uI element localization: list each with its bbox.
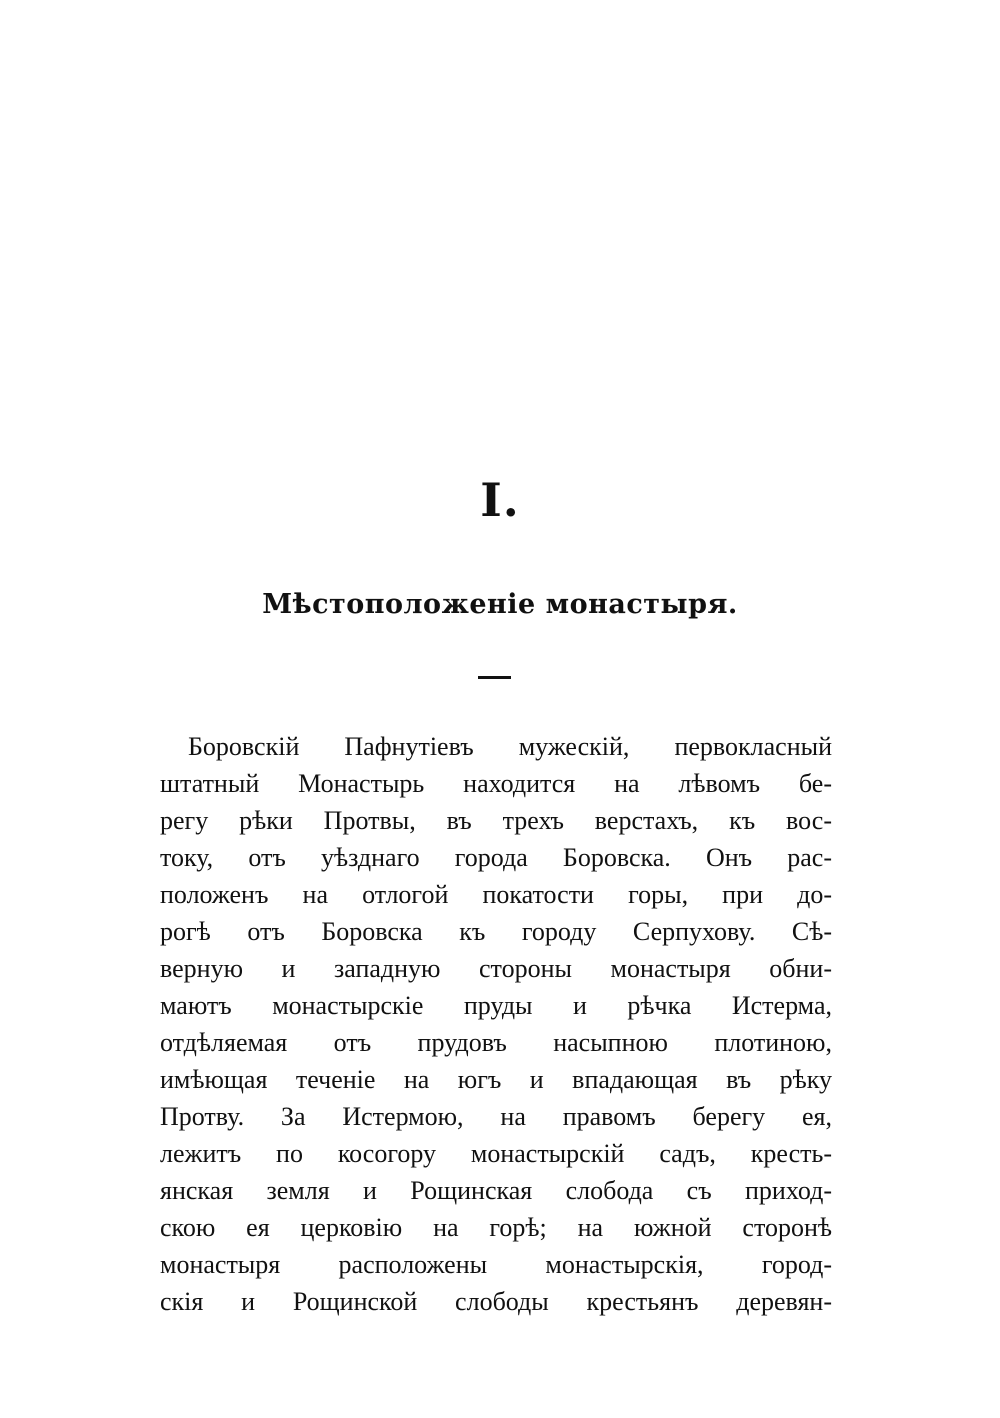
text-line: скія и Рощинской слободы крестьянъ деревян- [160,1287,832,1316]
text-line: регу рѣки Протвы, въ трехъ верстахъ, къ вос- [160,806,832,835]
text-line: маютъ монастырскіе пруды и рѣчка Истерма, [160,991,832,1020]
text-line: янская земля и Рощинская слобода съ приход- [160,1176,832,1205]
title-divider [478,676,511,679]
text-line: монастыря расположены монастырскія, город- [160,1250,832,1279]
text-line: току, отъ уѣзднаго города Боровска. Онъ рас- [160,843,832,872]
text-line: имѣющая теченіе на югъ и впадающая въ рѣку [160,1065,832,1094]
text-line: верную и западную стороны монастыря обни- [160,954,832,983]
text-line: отдѣляемая отъ прудовъ насыпною плотиною, [160,1028,832,1057]
text-line: Боровскій Пафнутіевъ мужескій, первокласный [188,732,832,761]
text-line: скою ея церковію на горѣ; на южной сторонѣ [160,1213,832,1242]
section-number: I. [480,473,520,527]
text-line: положенъ на отлогой покатости горы, при до- [160,880,832,909]
body-paragraph [160,728,832,1320]
chapter-title: Мѣстоположеніе монастыря. [262,589,738,620]
text-line: лежитъ по косогору монастырскій садъ, кресть- [160,1139,832,1168]
text-line: штатный Монастырь находится на лѣвомъ бе- [160,769,832,798]
text-line: рогѣ отъ Боровска къ городу Серпухову. Сѣ- [160,917,832,946]
text-line: Протву. За Истермою, на правомъ берегу ея, [160,1102,832,1131]
